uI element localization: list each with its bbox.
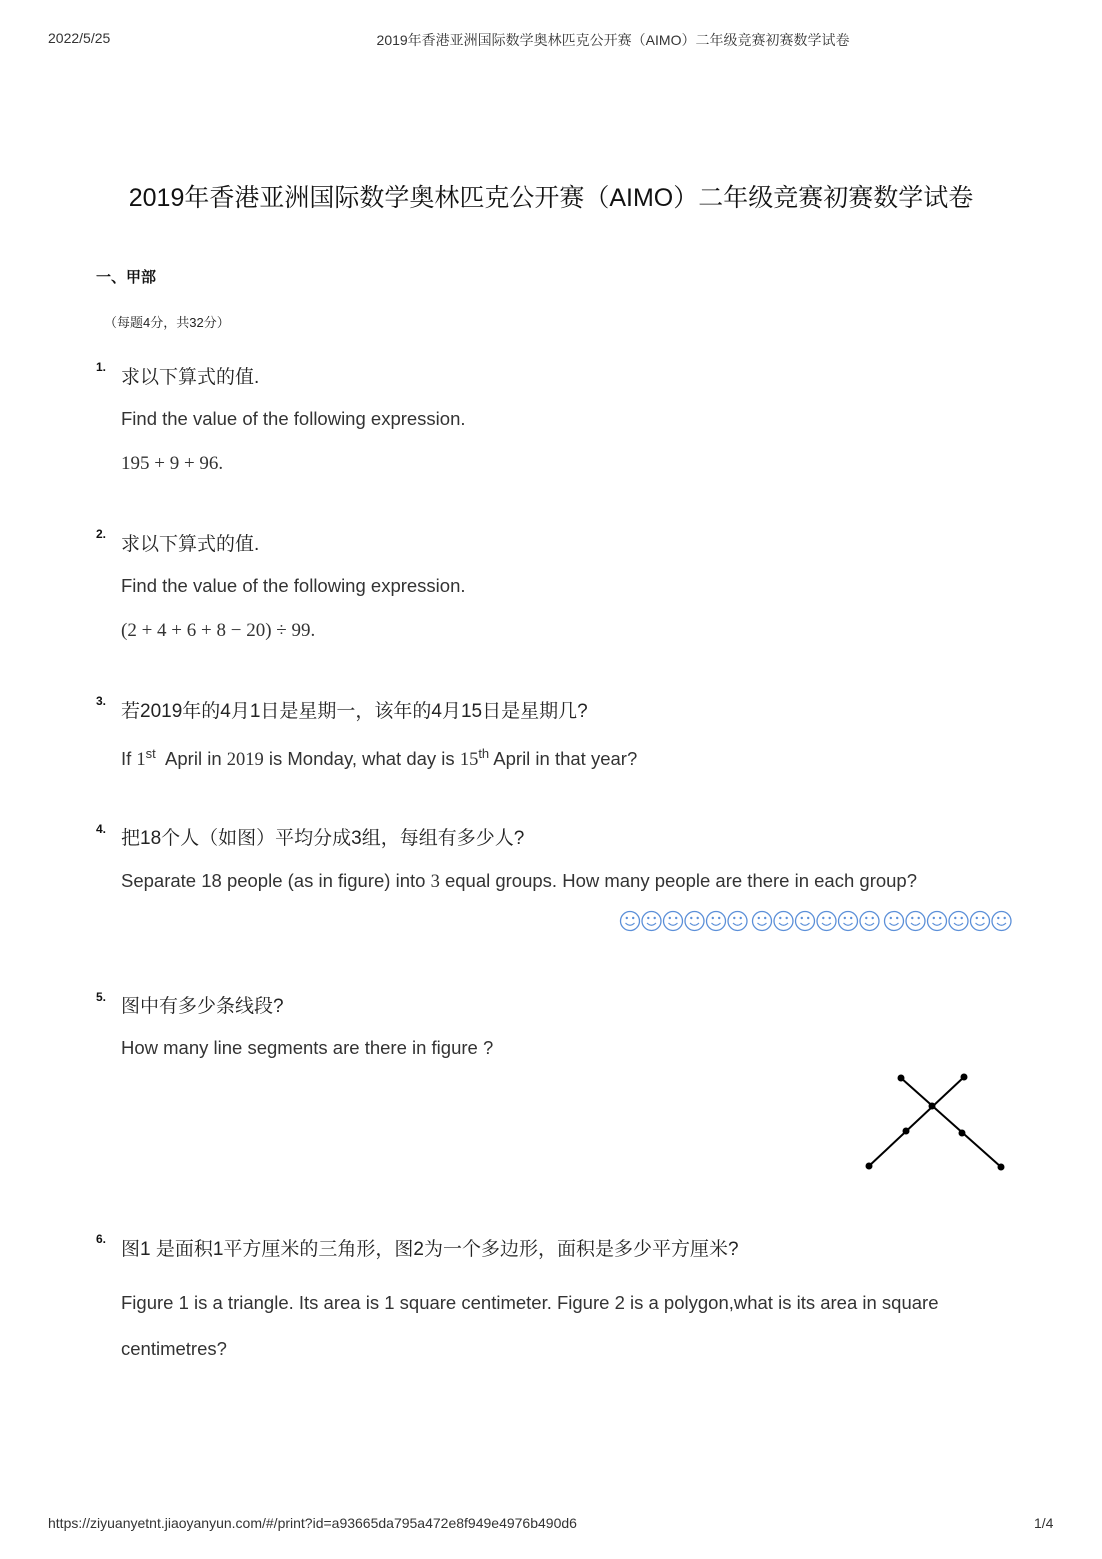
question-4-chinese: 把18个人（如图）平均分成3组，每组有多少人? [121, 828, 525, 849]
section-note: （每题4分，共32分） [104, 315, 230, 330]
question-2-expression: (2 + 4 + 6 + 8 − 20) ÷ 99. [121, 620, 316, 641]
question-number-2: 2. [96, 527, 107, 541]
print-page-number: 1/4 [1034, 1515, 1054, 1531]
question-number-1: 1. [96, 360, 107, 374]
print-footer-url: https://ziyuanyetnt.jiaoyanyun.com/#/print?id=a93665da795a472e8f949e4976b490d6 [48, 1515, 577, 1531]
figure-point [961, 1074, 968, 1081]
smiley-face-icon [817, 912, 836, 931]
question-1-expression: 195 + 9 + 96. [121, 453, 224, 474]
smiley-face-icon [796, 912, 815, 931]
smiley-face-icon [860, 912, 879, 931]
people-figure [619, 908, 1012, 934]
question-2-chinese: 求以下算式的值. [121, 534, 260, 555]
smiley-face-icon [728, 912, 747, 931]
figure-point [959, 1130, 966, 1137]
smiley-face-icon [774, 912, 793, 931]
question-number-6: 6. [96, 1232, 107, 1246]
figure-point [929, 1103, 936, 1110]
print-header-title: 2019年香港亚洲国际数学奥林匹克公开赛（AIMO）二年级竞赛初赛数学试卷 [376, 32, 850, 48]
print-date: 2022/5/25 [48, 30, 111, 46]
people-figure-svg [619, 908, 1012, 934]
question-number-4: 4. [96, 822, 107, 836]
question-3-english: If 1st April in 2019 is Monday, what day is 15th April in that year? [121, 746, 638, 771]
smiley-face-icon [664, 912, 683, 931]
smiley-face-icon [707, 912, 726, 931]
question-5-english: How many line segments are there in figure ? [121, 1037, 494, 1058]
smiley-face-icon [885, 912, 904, 931]
figure-point [903, 1128, 910, 1135]
question-1-english: Find the value of the following expression. [121, 408, 466, 429]
question-6-chinese: 图1 是面积1平方厘米的三角形，图2为一个多边形，面积是多少平方厘米? [121, 1239, 739, 1260]
page-title: 2019年香港亚洲国际数学奥林匹克公开赛（AIMO）二年级竞赛初赛数学试卷 [128, 184, 974, 212]
section-heading: 一、甲部 [96, 269, 157, 286]
smiley-face-icon [928, 912, 947, 931]
smiley-face-icon [971, 912, 990, 931]
smiley-face-icon [992, 912, 1011, 931]
question-4-english: Separate 18 people (as in figure) into 3 equal groups. How many people are there in each group? [121, 870, 918, 892]
question-6-english: Figure 1 is a triangle. Its area is 1 square centimeter. Figure 2 is a polygon,what is its area in square centimetres? [121, 1292, 939, 1359]
question-number-5: 5. [96, 990, 107, 1004]
figure-point [898, 1075, 905, 1082]
question-1-chinese: 求以下算式的值. [121, 367, 260, 388]
smiley-face-icon [685, 912, 704, 931]
smiley-face-icon [949, 912, 968, 931]
smiley-face-icon [621, 912, 640, 931]
smiley-face-icon [839, 912, 858, 931]
question-2-english: Find the value of the following expression. [121, 575, 466, 596]
smiley-face-icon [906, 912, 925, 931]
figure-point [866, 1163, 873, 1170]
figure-point [998, 1164, 1005, 1171]
question-number-3: 3. [96, 694, 107, 708]
smiley-face-icon [753, 912, 772, 931]
line-segments-figure [860, 1070, 1010, 1175]
question-3-chinese: 若2019年的4月1日是星期一，该年的4月15日是星期几? [121, 701, 588, 722]
question-5-chinese: 图中有多少条线段? [121, 996, 284, 1017]
smiley-face-icon [642, 912, 661, 931]
